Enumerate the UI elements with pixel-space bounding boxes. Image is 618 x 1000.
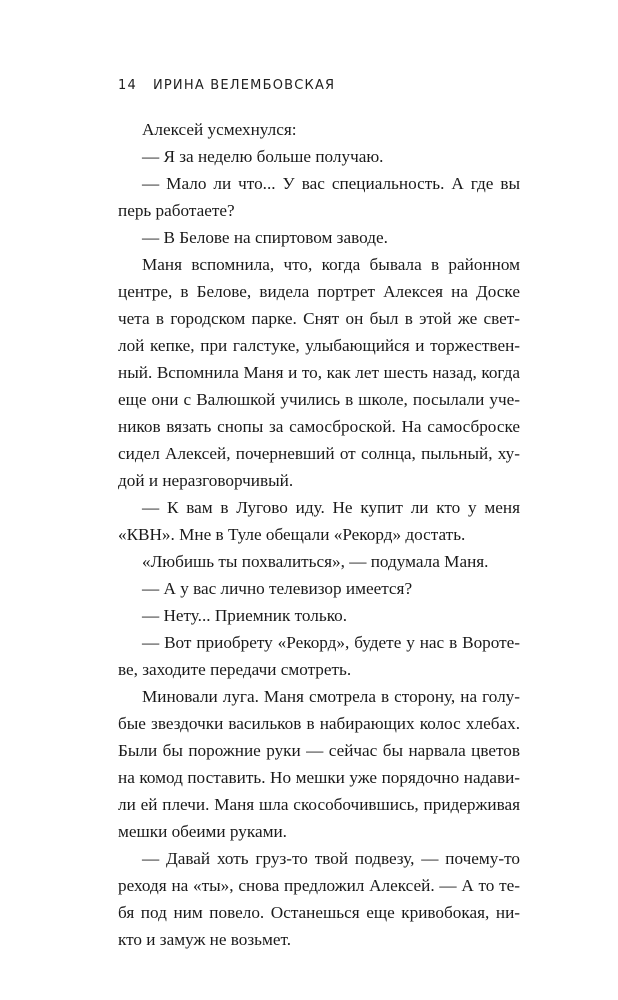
text-line: ный. Вспомнила Маня и то, как лет шесть назад, когда	[118, 363, 520, 382]
text-line: лой кепке, при галстуке, улыбающийся и торжествен-	[118, 336, 520, 355]
text-line: «Любишь ты похвалиться», — подумала Маня.	[142, 552, 489, 571]
text-line: Маня вспомнила, что, когда бывала в районном	[142, 255, 520, 274]
text-line: реходя на «ты», снова предложил Алексей. — А то те-	[118, 876, 520, 895]
page-number: 14	[118, 78, 137, 93]
text-line: Миновали луга. Маня смотрела в сторону, на голу-	[142, 687, 520, 706]
text-line: сидел Алексей, почерневший от солнца, пыльный, ху-	[118, 444, 520, 463]
text-line: — К вам в Лугово иду. Не купит ли кто у меня	[142, 498, 520, 517]
text-line: Были бы порожние руки — сейчас бы нарвала цветов	[118, 741, 520, 760]
text-line: ли ей плечи. Маня шла скособочившись, придерживая	[118, 795, 520, 814]
text-line: ве, заходите передачи смотреть.	[118, 660, 352, 679]
text-line: — Мало ли что... У вас специальность. А где вы	[142, 174, 520, 193]
text-line: — А у вас лично телевизор имеется?	[142, 579, 413, 598]
body-text	[118, 116, 520, 953]
text-line: бя под ним повело. Останешься еще кривобокая, ни-	[118, 903, 520, 922]
text-line: дой и неразговорчивый.	[118, 471, 294, 490]
text-line: на комод поставить. Но мешки уже порядочно надави-	[118, 768, 520, 787]
text-line: — Я за неделю больше получаю.	[142, 147, 384, 166]
text-line: «КВН». Мне в Туле обещали «Рекорд» достать.	[118, 525, 466, 544]
text-line: — Нету... Приемник только.	[142, 606, 348, 625]
text-line: еще они с Валюшкой учились в школе, посылали уче-	[118, 390, 520, 409]
running-header	[118, 78, 335, 93]
text-line: бые звездочки васильков в набирающих колос хлебах.	[118, 714, 520, 733]
text-line: Алексей усмехнулся:	[142, 120, 297, 139]
text-line: — В Белове на спиртовом заводе.	[142, 228, 388, 247]
text-line: — Вот приобрету «Рекорд», будете у нас в Вороте-	[142, 633, 520, 652]
text-line: чета в городском парке. Снят он был в этой же свет-	[118, 309, 520, 328]
text-line: перь работаете?	[118, 201, 235, 220]
text-line: — Давай хоть груз-то твой подвезу, — почему-то	[142, 849, 520, 868]
author-name: ИРИНА ВЕЛЕМБОВСКАЯ	[152, 78, 336, 93]
text-line: ников вязать снопы за самосброской. На самосброске	[118, 417, 520, 436]
text-line: мешки обеими руками.	[118, 822, 287, 841]
text-line: центре, в Белове, видела портрет Алексея на Доске	[118, 282, 520, 301]
text-line: кто и замуж не возьмет.	[118, 930, 291, 949]
